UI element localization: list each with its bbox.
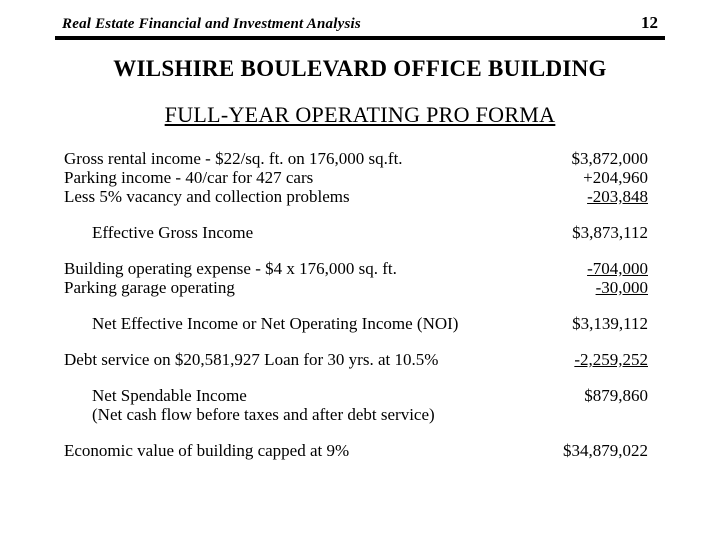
row-value: -203,848	[587, 187, 648, 206]
row-gross-rental-income	[64, 149, 648, 168]
row-value: $3,873,112	[572, 223, 648, 242]
row-economic-value	[64, 441, 648, 460]
row-value: $34,879,022	[563, 441, 648, 460]
row-label: Less 5% vacancy and collection problems	[64, 187, 350, 206]
row-value: $3,139,112	[572, 314, 648, 333]
row-label: Parking income - 40/car for 427 cars	[64, 168, 314, 187]
row-value: $3,872,000	[571, 149, 648, 168]
row-net-cash-flow-note	[64, 405, 648, 424]
row-label: Gross rental income - $22/sq. ft. on 176,000 sq.ft.	[64, 149, 403, 168]
row-label: Parking garage operating	[64, 278, 235, 297]
row-net-spendable-income	[64, 386, 648, 405]
row-debt-service	[64, 350, 648, 369]
row-parking-garage-operating	[64, 278, 648, 297]
running-header	[62, 13, 658, 33]
row-value: -704,000	[587, 259, 648, 278]
row-label: (Net cash flow before taxes and after debt service)	[92, 405, 435, 424]
row-label: Net Spendable Income	[92, 386, 247, 405]
slide-title: WILSHIRE BOULEVARD OFFICE BUILDING	[113, 56, 607, 81]
row-effective-gross-income	[64, 223, 648, 242]
row-building-operating-expense	[64, 259, 648, 278]
row-label: Economic value of building capped at 9%	[64, 441, 350, 460]
row-parking-income	[64, 168, 648, 187]
row-value: $879,860	[584, 386, 648, 405]
row-label: Effective Gross Income	[92, 223, 254, 242]
slide-page	[0, 13, 720, 553]
row-vacancy-loss	[64, 187, 648, 206]
book-title: Real Estate Financial and Investment Analysis	[62, 16, 361, 32]
pro-forma-table	[64, 149, 648, 460]
slide-subtitle: FULL-YEAR OPERATING PRO FORMA	[164, 102, 556, 127]
row-net-operating-income	[64, 314, 648, 333]
row-label: Debt service on $20,581,927 Loan for 30 yrs. at 10.5%	[64, 350, 439, 369]
header-rule	[55, 36, 665, 40]
page-number: 12	[641, 13, 658, 32]
row-value: +204,960	[583, 168, 648, 187]
row-value: -2,259,252	[574, 350, 648, 369]
row-value: -30,000	[595, 278, 648, 297]
row-label: Building operating expense - $4 x 176,000 sq. ft.	[64, 259, 397, 278]
row-label: Net Effective Income or Net Operating Income (NOI)	[92, 314, 459, 333]
